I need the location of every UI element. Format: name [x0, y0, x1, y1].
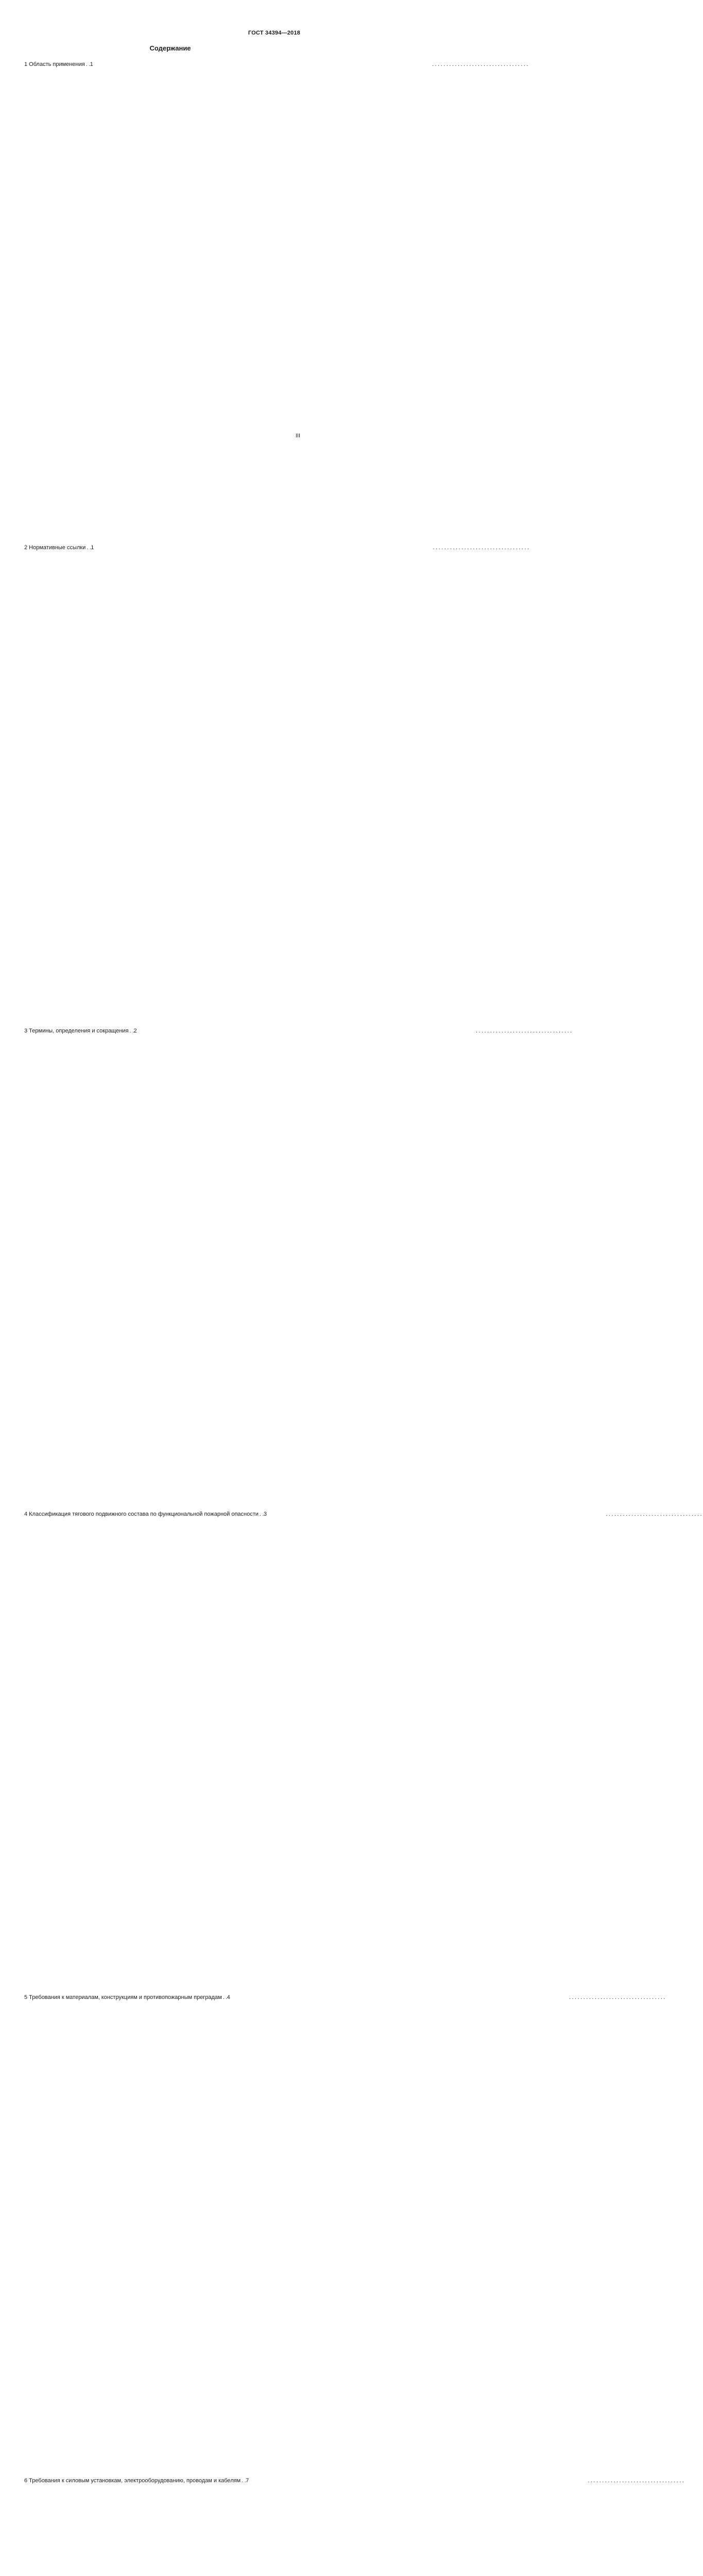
- dot-leader: [130, 1027, 133, 1035]
- doc-code: ГОСТ 34394—2018: [248, 30, 300, 36]
- document-page: [0, 0, 340, 2484]
- toc-entry: [24, 1994, 300, 2476]
- dot-leader: [87, 544, 90, 551]
- toc-entry-page: 1: [91, 544, 431, 1026]
- dot-leader: [223, 1994, 226, 2001]
- dot-leader: [260, 1511, 263, 1518]
- toc-entry: [24, 1511, 300, 1992]
- toc-entry-text: 6 Требования к силовым установкам, электрооборудованию, проводам и кабелям: [24, 2478, 241, 2484]
- dot-leader: [86, 61, 89, 68]
- toc-entry: [24, 1027, 300, 1509]
- toc-entry: [24, 2477, 300, 2576]
- toc-entry-page: 3: [264, 1511, 604, 1992]
- toc-entry-text: 4 Классификация тягового подвижного состава по функциональной пожарной опасности: [24, 1511, 259, 1517]
- page-title: Содержание: [149, 44, 191, 52]
- toc-list: [24, 61, 300, 2576]
- dot-leader: [242, 2477, 245, 2484]
- toc-entry: [24, 544, 300, 1026]
- toc-entry-page: 1: [90, 61, 431, 543]
- toc-entry-page: 4: [227, 1994, 568, 2476]
- toc-entry-page: 2: [134, 1027, 474, 1509]
- toc-entry-text: 3 Термины, определения и сокращения: [24, 1028, 129, 1034]
- toc-entry-text: 1 Область применения: [24, 61, 85, 67]
- page-number: III: [295, 433, 300, 439]
- toc-entry-page: 7: [246, 2477, 586, 2576]
- toc-entry: [24, 61, 300, 543]
- toc-entry-text: 5 Требования к материалам, конструкциям и противопожарным преградам: [24, 1994, 222, 2001]
- toc-entry-text: 2 Нормативные ссылки: [24, 545, 86, 551]
